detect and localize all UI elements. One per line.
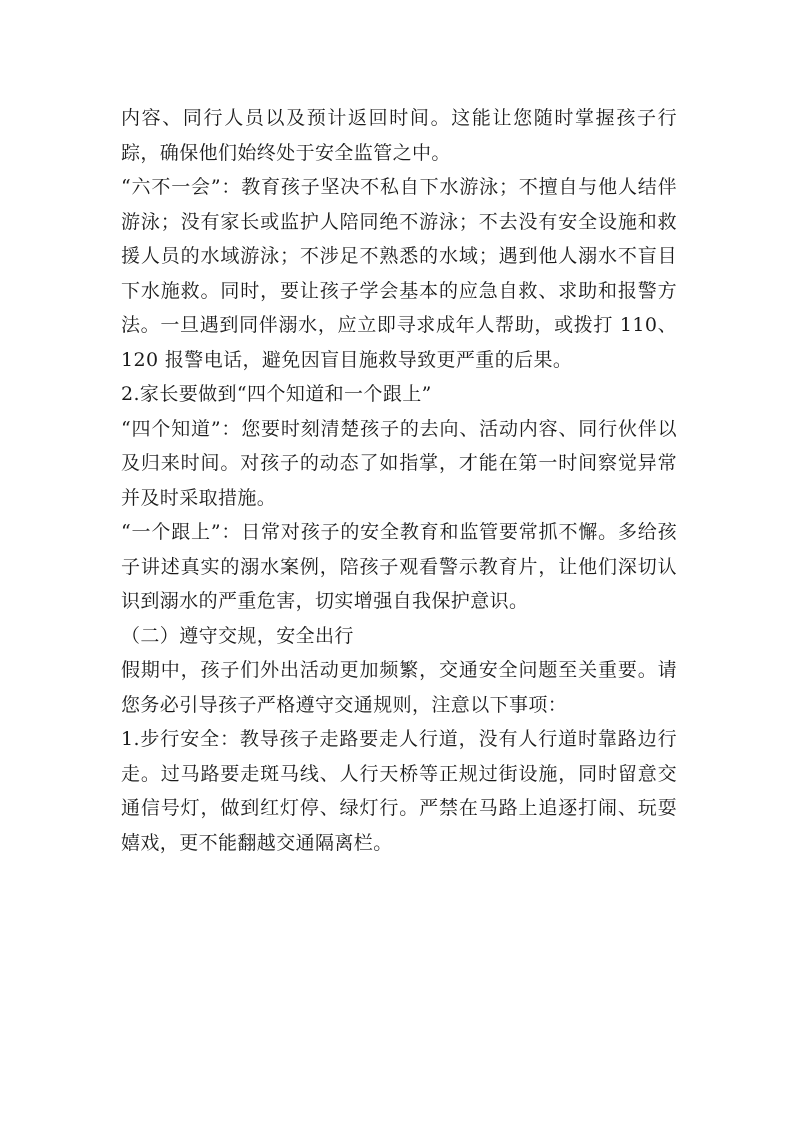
paragraph-continuation: 内容、同行人员以及预计返回时间。这能让您随时掌握孩子行踪，确保他们始终处于安全监管之中。: [121, 107, 677, 164]
section-heading-traffic: （二）遵守交规，安全出行: [121, 624, 354, 647]
paragraph-one-follow: “一个跟上”：日常对孩子的安全教育和监管要常抓不懈。多给孩子讲述真实的溺水案例，陪孩子观看警示教育片，让他们深切认识到溺水的严重危害，切实增强自我保护意识。: [121, 521, 677, 612]
body-text: [121, 101, 677, 860]
section-heading-parents: 2.家长要做到“四个知道和一个跟上”: [121, 383, 432, 405]
paragraph-four-knows: “四个知道”：您要时刻清楚孩子的去向、活动内容、同行伙伴以及归来时间。对孩子的动态了如指掌，才能在第一时间察觉异常并及时采取措施。: [121, 417, 677, 509]
paragraph-walking-safety: 1.步行安全：教导孩子走路要走人行道，没有人行道时靠路边行走。过马路要走斑马线、人行天桥等正规过街设施，同时留意交通信号灯，做到红灯停、绿灯行。严禁在马路上追逐打闹、玩耍嬉戏，更不能翻越交通隔离栏。: [121, 728, 677, 854]
paragraph-six-nos: “六不一会”：教育孩子坚决不私自下水游泳；不擅自与他人结伴游泳；没有家长或监护人陪同绝不游泳；不去没有安全设施和救援人员的水域游泳；不涉足不熟悉的水域；遇到他人溺水不盲目下水施救。同时，要让孩子学会基本的应急自救、求助和报警方法。一旦遇到同伴溺水，应立即寻求成年人帮助，或拨打 110、120 报警电话，避免因盲目施救导致更严重的后果。: [121, 176, 677, 371]
paragraph-traffic-intro: 假期中，孩子们外出活动更加频繁，交通安全问题至关重要。请您务必引导孩子严格遵守交通规则，注意以下事项：: [121, 659, 677, 716]
